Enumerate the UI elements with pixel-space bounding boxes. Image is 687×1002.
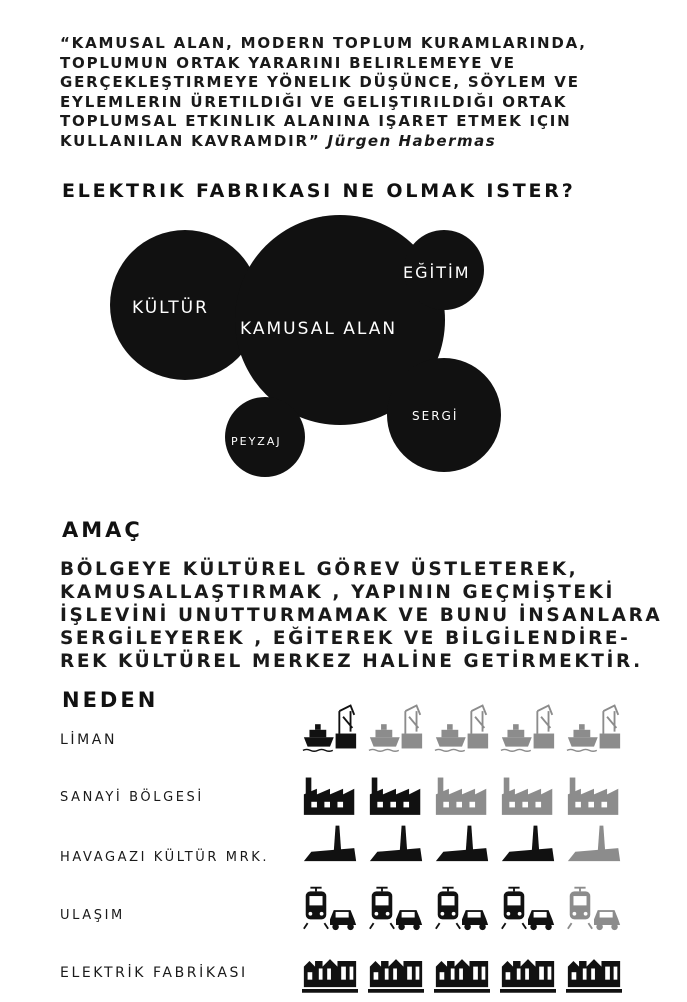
icon-row-liman bbox=[302, 700, 632, 754]
factory-icon bbox=[500, 772, 556, 826]
port-crane-ship-icon bbox=[368, 700, 424, 754]
factory-icon bbox=[368, 772, 424, 826]
label-sergi: SERGİ bbox=[412, 409, 459, 423]
factory-icon bbox=[302, 772, 358, 826]
train-car-icon bbox=[434, 884, 490, 938]
factory-icon bbox=[434, 772, 490, 826]
label-kamusal-alan: KAMUSAL ALAN bbox=[240, 319, 398, 339]
power-plant-building-icon bbox=[368, 948, 424, 1002]
power-plant-building-icon bbox=[434, 948, 490, 1002]
label-peyzaj: PEYZAJ bbox=[231, 435, 282, 448]
row-label-havagazi: HAVAGAZI KÜLTÜR MRK. bbox=[60, 850, 270, 865]
port-crane-ship-icon bbox=[566, 700, 622, 754]
label-egitim: EĞİTİM bbox=[403, 263, 471, 282]
chimney-building-icon bbox=[302, 822, 358, 876]
amac-heading: AMAÇ bbox=[62, 518, 143, 542]
chimney-building-icon bbox=[566, 822, 622, 876]
row-label-liman: LİMAN bbox=[60, 732, 118, 748]
icon-row-sanayi bbox=[302, 772, 632, 826]
train-car-icon bbox=[566, 884, 622, 938]
icon-row-havagazi bbox=[302, 822, 632, 876]
train-car-icon bbox=[302, 884, 358, 938]
amac-text: BÖLGEYE KÜLTÜREL GÖREV ÜSTLETEREK, KAMUSALLAŞTIRMAK , YAPININ GEÇMİŞTEKİ İŞLEVİNİ UNUTTURMAMAK VE BUNU İNSANLARA SERGİLEYEREK , EĞİTEREK VE BİLGİLENDİRE- REK KÜLTÜREL MERKEZ HALİNE GETİRMEKTİR. bbox=[60, 559, 663, 672]
port-crane-ship-icon bbox=[500, 700, 556, 754]
habermas-quote bbox=[60, 34, 660, 152]
label-kultur: KÜLTÜR bbox=[132, 298, 209, 318]
chimney-building-icon bbox=[500, 822, 556, 876]
icon-row-ulasim bbox=[302, 884, 632, 938]
quote-author: Jürgen Habermas bbox=[327, 131, 497, 150]
quote-text: “KAMUSAL ALAN, MODERN TOPLUM KURAMLARINDA, TOPLUMUN ORTAK YARARINI BELIRLEMEYE VE GERÇEKLEŞTIRMEYE YÖNELIK DÜŞÜNCE, SÖYLEM VE EYLEMLERIN ÜRETILDIĞI VE GELIŞTIRILDIĞI ORTAK TOPLUMSAL ETKINLIK ALANINA IŞARET ETMEK IÇIN KULLANILAN KAVRAMDIR” bbox=[60, 34, 587, 150]
factory-icon bbox=[566, 772, 622, 826]
question-heading: ELEKTRIK FABRIKASI NE OLMAK ISTER? bbox=[62, 180, 576, 202]
power-plant-building-icon bbox=[500, 948, 556, 1002]
row-label-ulasim: ULAŞIM bbox=[60, 908, 125, 923]
row-label-elektrik: ELEKTRİK FABRİKASI bbox=[60, 965, 248, 981]
neden-heading: NEDEN bbox=[62, 688, 159, 712]
port-crane-ship-icon bbox=[302, 700, 358, 754]
icon-row-elektrik bbox=[302, 948, 632, 1002]
bubble-diagram bbox=[0, 215, 687, 490]
port-crane-ship-icon bbox=[434, 700, 490, 754]
chimney-building-icon bbox=[434, 822, 490, 876]
chimney-building-icon bbox=[368, 822, 424, 876]
row-label-sanayi: SANAYİ BÖLGESİ bbox=[60, 790, 204, 805]
power-plant-building-icon bbox=[566, 948, 622, 1002]
train-car-icon bbox=[500, 884, 556, 938]
train-car-icon bbox=[368, 884, 424, 938]
power-plant-building-icon bbox=[302, 948, 358, 1002]
